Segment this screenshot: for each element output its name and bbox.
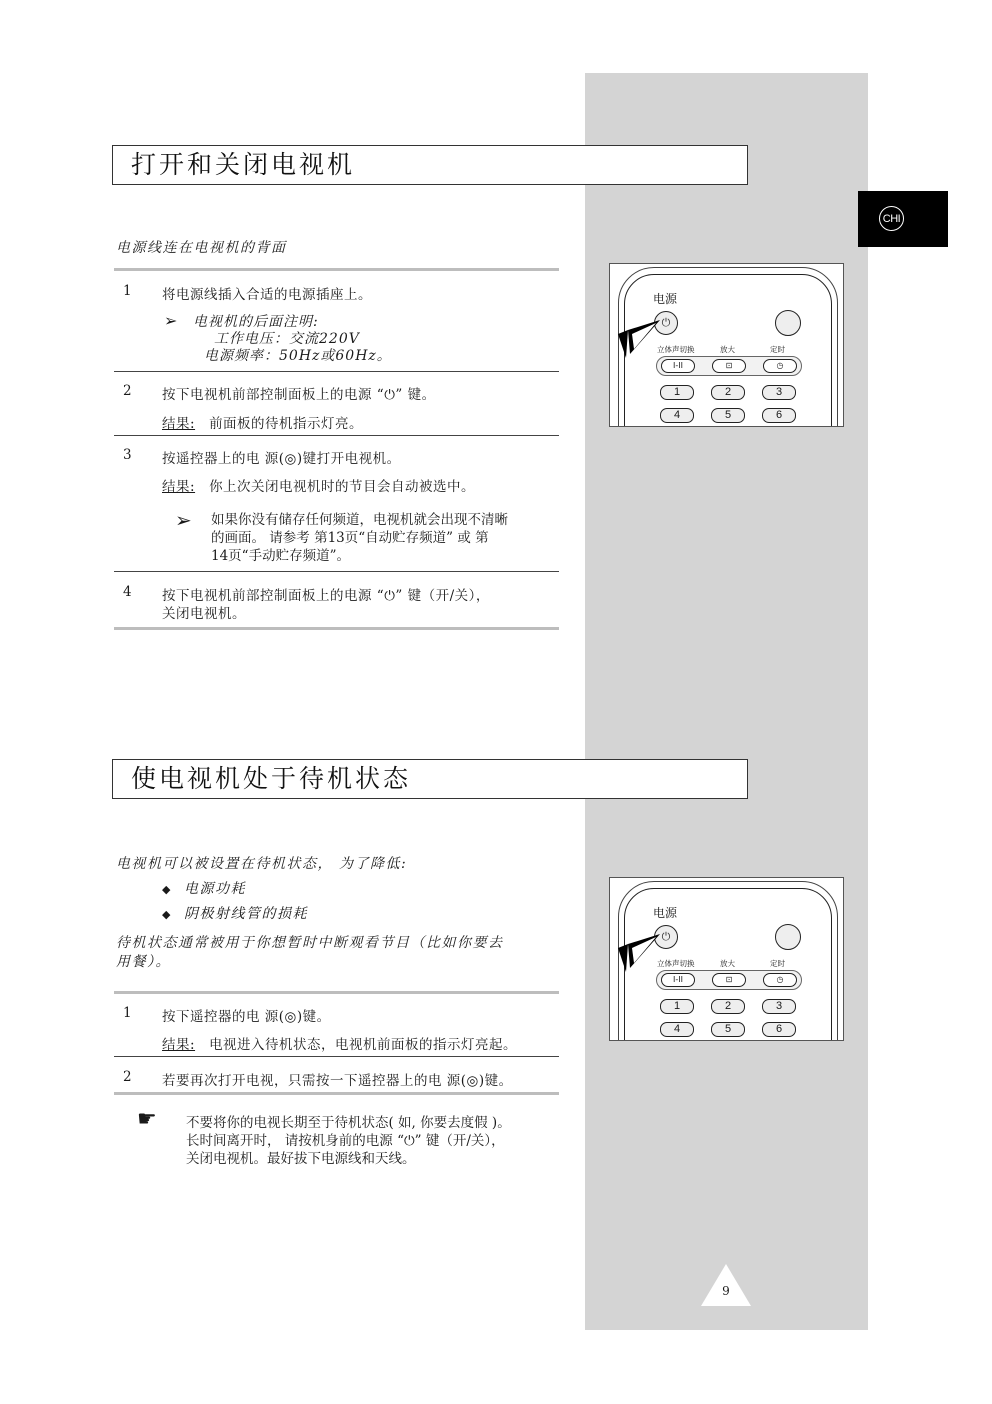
section2-title: 使电视机处于待机状态 [112, 759, 748, 799]
step-number: 1 [123, 1005, 132, 1021]
timer-button-icon: ◷ [763, 973, 797, 987]
section2-lead: 电视机可以被设置在待机状态， 为了降低: [116, 856, 408, 872]
pointer-arrow-icon [616, 930, 666, 976]
number-button: 3 [762, 999, 796, 1014]
power-label: 电源 [653, 906, 678, 920]
step-text: 按下遥控器的电 源(◎)键。 [162, 1009, 331, 1025]
result-label: 结果: [162, 1037, 196, 1053]
divider [114, 371, 559, 372]
result-label: 结果: [162, 416, 196, 432]
result-text: 前面板的待机指示灯亮。 [209, 416, 364, 432]
sound-button: I-II [661, 359, 695, 373]
step-text: 将电源线插入合适的电源插座上。 [162, 287, 372, 303]
step-number: 2 [123, 383, 132, 399]
power-label: 电源 [653, 292, 678, 306]
number-button: 4 [660, 408, 694, 423]
divider [114, 268, 559, 271]
step-text: 关闭电视机。 [162, 606, 246, 622]
result-row [162, 1033, 517, 1053]
bullet-text: 电源功耗 [183, 881, 246, 897]
number-button: 5 [711, 1022, 745, 1037]
step-number: 3 [123, 447, 132, 463]
note-line: 工作电压：交流220V [214, 331, 360, 347]
power-button-icon: ⏻ [654, 311, 678, 335]
sound-label: 立体声切换 [657, 345, 695, 354]
number-button: 5 [711, 408, 745, 423]
number-button: 1 [660, 385, 694, 400]
remote-illustration [609, 263, 844, 427]
step-number: 4 [123, 584, 132, 600]
step-number: 2 [123, 1069, 132, 1085]
arrow-note-icon: ➢ [175, 508, 192, 532]
bullet-diamond-icon: ◆ [162, 908, 172, 921]
note-line: 电视机的后面注明: [193, 314, 319, 330]
section1-title: 打开和关闭电视机 [112, 145, 748, 185]
step-text: 按遥控器上的电 源(◎)键打开电视机。 [162, 451, 401, 467]
step-text: 按下电视机前部控制面板上的电源 “⏻” 键（开/关）， [162, 588, 490, 604]
round-button [775, 310, 801, 336]
divider [114, 435, 559, 436]
result-label: 结果: [162, 479, 196, 495]
section1-lead: 电源线连在电视机的背面 [116, 240, 287, 256]
timer-label: 定时 [770, 345, 785, 354]
number-button: 1 [660, 999, 694, 1014]
zoom-button-icon: ⊡ [712, 359, 746, 373]
result-row [162, 475, 475, 495]
pointing-hand-icon: ☛ [137, 1107, 157, 1132]
divider [114, 991, 559, 994]
step-text: 按下电视机前部控制面板上的电源 “⏻” 键。 [162, 387, 436, 403]
zoom-button-icon: ⊡ [712, 973, 746, 987]
number-button: 6 [762, 408, 796, 423]
result-text: 电视进入待机状态，电视机前面板的指示灯亮起。 [209, 1037, 518, 1053]
number-button: 2 [711, 999, 745, 1014]
language-label: CHI [879, 206, 904, 231]
divider [114, 1092, 559, 1095]
result-text: 你上次关闭电视机时的节目会自动被选中。 [209, 479, 476, 495]
page-number: 9 [722, 1284, 730, 1298]
round-button [775, 924, 801, 950]
section2-paragraph: 用餐）。 [116, 954, 171, 970]
zoom-label: 放大 [720, 345, 735, 354]
sidebar-background [585, 73, 868, 1330]
number-button: 3 [762, 385, 796, 400]
function-button-row [656, 356, 802, 376]
step-text: 若要再次打开电视，只需按一下遥控器上的电 源(◎)键。 [162, 1073, 513, 1089]
divider [114, 571, 559, 572]
zoom-label: 放大 [720, 959, 735, 968]
timer-button-icon: ◷ [763, 359, 797, 373]
power-button-icon: ⏻ [654, 925, 678, 949]
function-button-row [656, 970, 802, 990]
number-button: 6 [762, 1022, 796, 1037]
tip-line: 关闭电视机。最好拔下电源线和天线。 [186, 1151, 416, 1167]
timer-label: 定时 [770, 959, 785, 968]
language-tab [858, 191, 948, 247]
bullet-item [162, 878, 246, 898]
divider [114, 1056, 559, 1057]
bullet-diamond-icon: ◆ [162, 883, 172, 896]
remote-illustration [609, 877, 844, 1041]
note-line: 的画面。 请参考 第13页“自动贮存频道” 或 第 [211, 530, 489, 546]
number-button: 4 [660, 1022, 694, 1037]
number-button: 2 [711, 385, 745, 400]
section2-paragraph: 待机状态通常被用于你想暂时中断观看节目（比如你要去 [116, 935, 504, 951]
bullet-item [162, 903, 308, 923]
arrow-note-icon: ➢ [164, 311, 178, 330]
sound-button: I-II [661, 973, 695, 987]
divider [114, 627, 559, 630]
pointer-arrow-icon [616, 316, 666, 362]
tip-line: 长时间离开时， 请按机身前的电源 “⏻” 键（开/关）， [186, 1133, 505, 1149]
result-row [162, 412, 363, 432]
bullet-text: 阴极射线管的损耗 [183, 906, 308, 922]
note-line: 电源频率：50Hz或60Hz。 [204, 348, 392, 364]
tip-line: 不要将你的电视长期至于待机状态( 如, 你要去度假 )。 [186, 1115, 511, 1131]
note-line: 如果你没有储存任何频道，电视机就会出现不清晰 [211, 512, 508, 528]
sound-label: 立体声切换 [657, 959, 695, 968]
note-line: 14页“手动贮存频道”。 [211, 548, 350, 564]
step-number: 1 [123, 283, 132, 299]
